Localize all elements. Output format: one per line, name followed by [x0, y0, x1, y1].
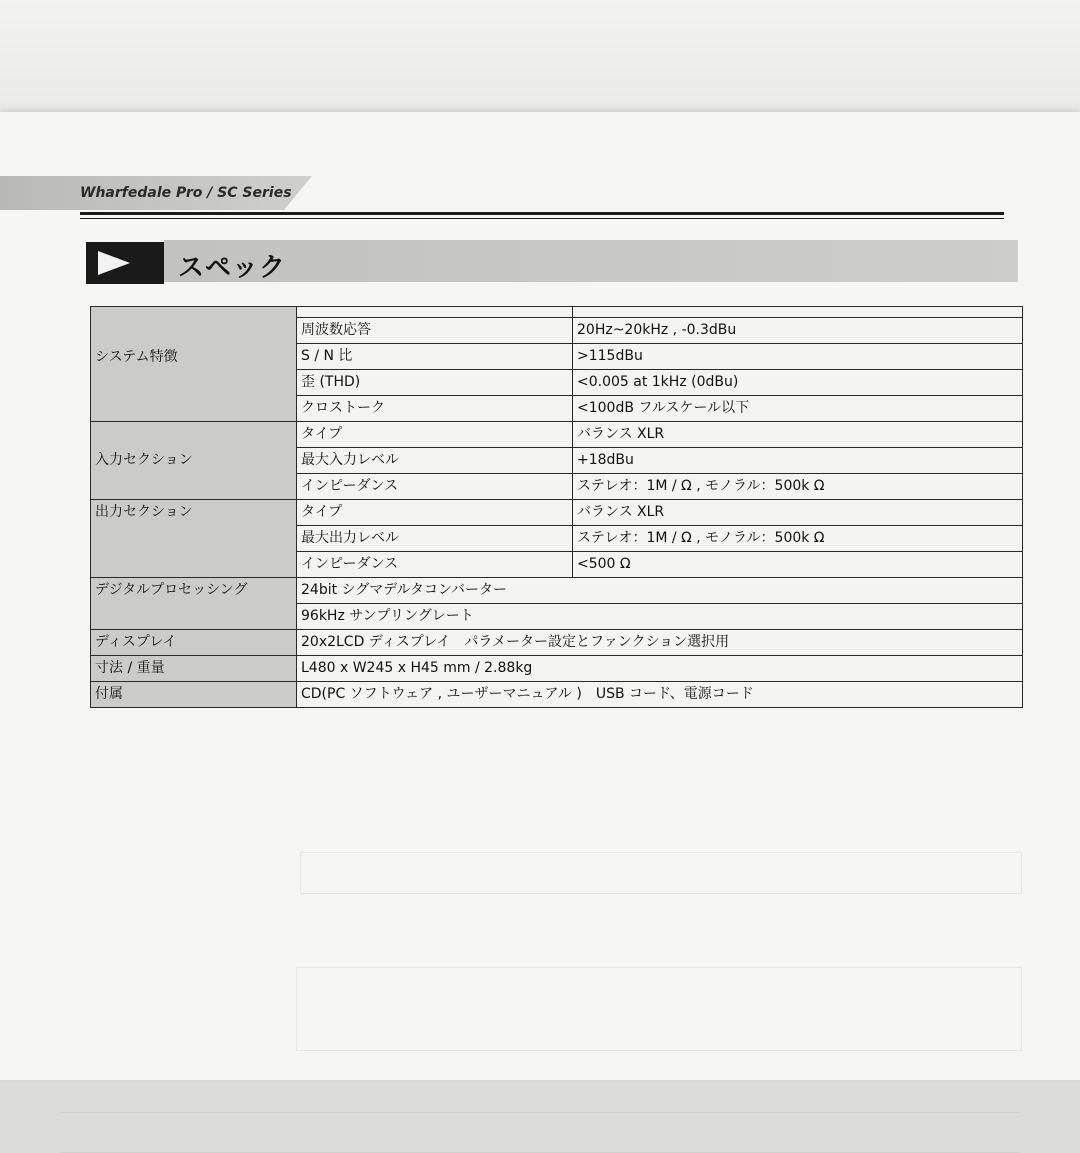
spec-value: <0.005 at 1kHz (0dBu) — [573, 370, 1023, 396]
spec-label: インピーダンス — [297, 552, 573, 578]
header-rule-thin — [80, 218, 1004, 219]
play-arrow-icon — [94, 248, 134, 278]
category-cell — [91, 500, 297, 578]
spec-label: 最大入力レベル — [297, 448, 573, 474]
table-row — [91, 578, 1023, 604]
spec-value: <500 Ω — [573, 552, 1023, 578]
series-title: Wharfedale Pro / SC Series — [80, 185, 292, 201]
header-rule-thick — [80, 212, 1004, 215]
category-label: システム特徴 — [95, 349, 178, 365]
spec-value: <100dB フルスケール以下 — [573, 396, 1023, 422]
table-row — [91, 630, 1023, 656]
spec-label: クロストーク — [297, 396, 573, 422]
category-cell — [91, 682, 297, 708]
spec-label: タイプ — [297, 422, 573, 448]
spacer-cell — [297, 307, 573, 318]
spacer-cell — [573, 307, 1023, 318]
spec-value: >115dBu — [573, 344, 1023, 370]
spec-label: S / N 比 — [297, 344, 573, 370]
spec-label: 周波数応答 — [297, 318, 573, 344]
category-cell — [91, 422, 297, 500]
table-row — [91, 682, 1023, 708]
spec-value: +18dBu — [573, 448, 1023, 474]
spec-value: L480 x W245 x H45 mm / 2.88kg — [297, 656, 1023, 682]
section-marker — [86, 242, 164, 284]
category-cell — [91, 307, 297, 422]
spec-label: タイプ — [297, 500, 573, 526]
section-title-bar — [164, 240, 1018, 282]
category-cell — [91, 656, 297, 682]
spec-table — [90, 306, 1023, 708]
background-surface — [0, 0, 1080, 120]
table-row — [91, 656, 1023, 682]
category-label: 出力セクション — [95, 504, 193, 520]
spec-label: 歪 (THD) — [297, 370, 573, 396]
spec-value: ステレオ：1M / Ω , モノラル：500k Ω — [573, 526, 1023, 552]
table-row — [91, 500, 1023, 526]
spec-value: 20x2LCD ディスプレイ パラメーター設定とファンクション選択用 — [297, 630, 1023, 656]
spec-value: バランス XLR — [573, 422, 1023, 448]
spec-value: CD(PC ソフトウェア , ユーザーマニュアル ) USB コード、電源コード — [297, 682, 1023, 708]
spec-value: 96kHz サンプリングレート — [297, 604, 1023, 630]
category-label: 入力セクション — [95, 452, 193, 468]
table-row — [91, 307, 1023, 318]
spec-value: バランス XLR — [573, 500, 1023, 526]
category-label: 寸法 / 重量 — [95, 660, 165, 676]
category-cell — [91, 578, 297, 630]
table-row — [91, 422, 1023, 448]
category-label: 付属 — [95, 686, 123, 702]
category-label: ディスプレイ — [95, 634, 177, 650]
spec-value: ステレオ：1M / Ω , モノラル：500k Ω — [573, 474, 1023, 500]
bleed-through-line — [60, 1112, 1020, 1113]
spec-value: 24bit シグマデルタコンバーター — [297, 578, 1023, 604]
spec-value: 20Hz~20kHz , -0.3dBu — [573, 318, 1023, 344]
spec-label: 最大出力レベル — [297, 526, 573, 552]
section-title: スペック — [178, 253, 287, 283]
category-cell — [91, 630, 297, 656]
spec-label: インピーダンス — [297, 474, 573, 500]
bleed-through-table — [296, 967, 1022, 1051]
category-label: デジタルプロセッシング — [95, 582, 248, 598]
bleed-through-table — [300, 852, 1022, 894]
